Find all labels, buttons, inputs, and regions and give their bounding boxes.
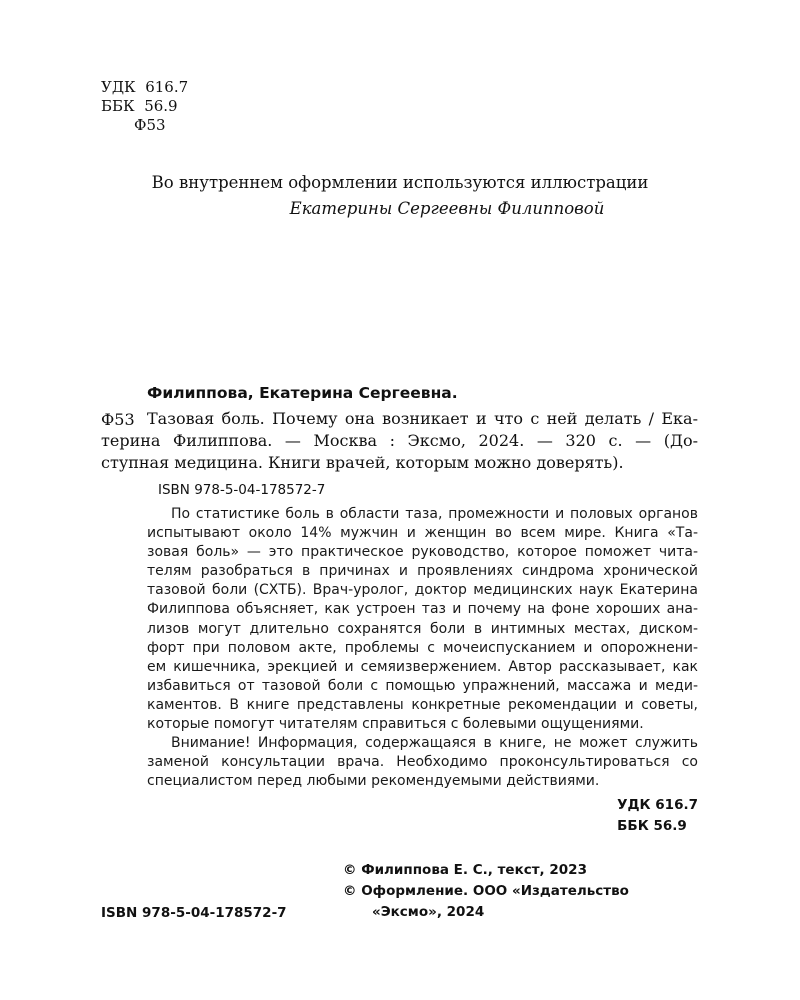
copyright-design-line: © Оформление. ООО «Издательство (343, 883, 629, 899)
isbn-record: ISBN 978-5-04-178572-7 (158, 482, 326, 498)
udk-right-line: УДК 616.7 (617, 797, 698, 813)
abstract-line: Филиппова объясняет, как устроен таз и почему на фоне хороших ана- (147, 601, 698, 618)
abstract-line: форт при половом акте, проблемы с мочеиспусканием и опорожнени- (147, 639, 698, 656)
bib-line: терина Филиппова. — Москва : Эксмо, 2024. — 320 с. — (До- (101, 431, 698, 450)
udk-label: УДК (101, 78, 136, 96)
bbk-line (101, 97, 188, 116)
abstract-line: избавиться от тазовой боли с помощью упражнений, массажа и меди- (147, 677, 698, 694)
classification-block (101, 78, 188, 135)
udk-line (101, 78, 188, 97)
abstract-line: зовая боль» — это практическое руководство, которое поможет чита- (147, 544, 698, 561)
illustrations-credit-line2 (0, 199, 800, 218)
udk-value: 616.7 (145, 78, 189, 96)
author-heading: Филиппова, Екатерина Сергеевна. (147, 384, 458, 402)
copyright-block (343, 860, 629, 923)
warning-line: специалистом перед любыми рекомендуемыми действиями. (147, 773, 600, 790)
abstract-line: лизов могут длительно сохранятся боли в интимных местах, диском- (147, 620, 698, 637)
bib-line: Тазовая боль. Почему она возникает и что с ней делать / Ека- (147, 409, 698, 428)
copyright-text-line: © Филиппова Е. С., текст, 2023 (343, 862, 587, 878)
abstract-line: ем кишечника, эрекцией и семяизвержением. Автор рассказывает, как (147, 658, 698, 675)
bbk-value: 56.9 (144, 97, 178, 115)
illustrator-name: Екатерины Сергеевны Филипповой (289, 199, 605, 218)
abstract-line: которые помогут читателям справиться с болевыми ощущениями. (147, 716, 644, 733)
abstract-line: телям разобраться в причинах и проявлениях синдрома хронической (147, 563, 698, 580)
warning-line: Внимание! Информация, содержащаяся в книге, не может служить (171, 735, 698, 752)
bib-line: ступная медицина. Книги врачей, которым можно доверять). (101, 453, 624, 472)
author-mark: Ф53 (134, 116, 166, 134)
bbk-label: ББК (101, 97, 135, 115)
bibliographic-description (101, 408, 698, 474)
bbk-right-line: ББК 56.9 (617, 818, 687, 834)
illustrations-credit-line1: Во внутреннем оформлении используются иллюстрации (151, 173, 649, 192)
isbn-bottom: ISBN 978-5-04-178572-7 (101, 905, 287, 921)
abstract (147, 505, 698, 791)
warning-line: заменой консультации врача. Необходимо проконсультироваться со (147, 754, 698, 771)
bib-author-mark: Ф53 (101, 410, 135, 429)
abstract-line: испытывают около 14% мужчин и женщин во всем мире. Книга «Та- (147, 525, 698, 542)
udk-bbk-right (617, 795, 698, 837)
abstract-line: тазовой боли (СХТБ). Врач-уролог, доктор медицинских наук Екатерина (147, 582, 698, 599)
copyright-design-line-cont: «Эксмо», 2024 (372, 904, 485, 920)
abstract-line: каментов. В книге представлены конкретные рекомендации и советы, (147, 696, 698, 713)
abstract-line: По статистике боль в области таза, промежности и половых органов (171, 506, 698, 522)
